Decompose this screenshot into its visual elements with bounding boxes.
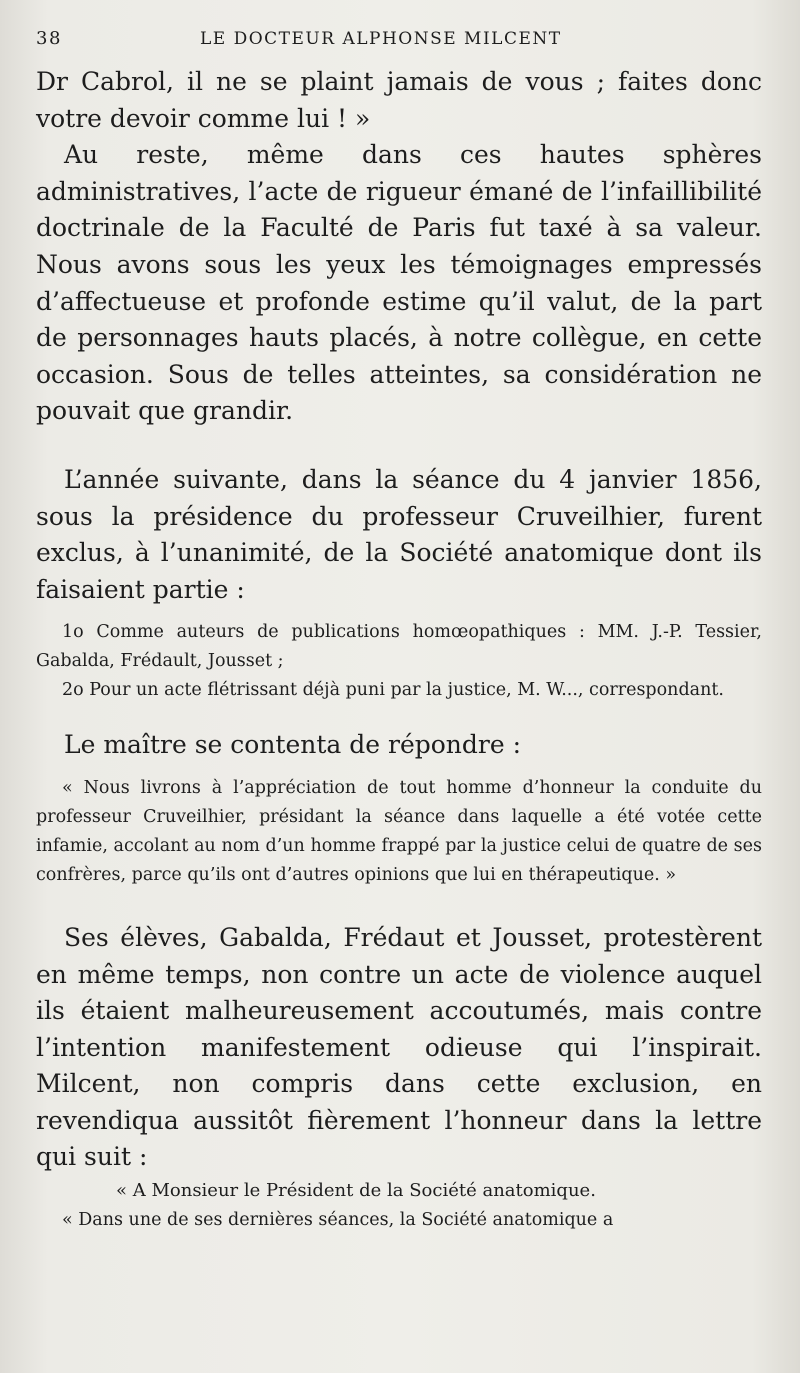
list-item-homeopathic-authors: 1o Comme auteurs de publications homœopathiques : MM. J.-P. Tessier, Gabalda, Frédault, Jousset ; [36, 622, 762, 672]
letter-salutation: « A Monsieur le Président de la Société anatomique. [116, 1180, 596, 1202]
paragraph-exclusion: L’année suivante, dans la séance du 4 janvier 1856, sous la présidence du professeur Cruveilhier, furent exclus, à l’unanimité, de la Société anatomique dont ils faisaient partie : [36, 464, 762, 604]
paragraph-students-protest: Ses élèves, Gabalda, Frédaut et Jousset, protestèrent en même temps, non contre un acte de violence auquel ils étaient malheureusement accoutumés, mais contre l’intention manifestement odieuse qui l’inspirait. Milcent, non compris dans cette exclusion, en revendiqua aussitôt fièrement l’honneur dans la lettre qui suit : [36, 922, 762, 1172]
letter-opening-line: « Dans une de ses dernières séances, la Société anatomique a [62, 1210, 614, 1231]
paragraph-administrative-spheres: Au reste, même dans ces hautes sphères administratives, l’acte de rigueur émané de l’infaillibilité doctrinale de la Faculté de Paris fut taxé à sa valeur. Nous avons sous les yeux les témoignages empressés d’affectueuse et profonde estime qu’il valut, de la part de personnages hauts placés, à notre collègue, en cette occasion. Sous de telles atteintes, sa considération ne pouvait que grandir. [36, 140, 762, 426]
paragraph-master-response: Le maître se contenta de répondre : [64, 730, 522, 760]
running-header [36, 28, 762, 64]
quote-master-reply: « Nous livrons à l’appréciation de tout homme d’honneur la conduite du professeur Cruveilhier, présidant la séance dans laquelle a été votée cette infamie, accolant au nom d’un homme frappé par la justice celui de quatre de ses confrères, parce qu’ils ont d’autres opinions que lui en thérapeutique. » [36, 777, 762, 885]
list-item-correspondent: 2o Pour un acte flétrissant déjà puni par la justice, M. W..., correspondant. [62, 680, 724, 701]
paragraph-letter-end: Dr Cabrol, il ne se plaint jamais de vous ; faites donc votre devoir comme lui ! » [36, 67, 762, 133]
running-title: LE DOCTEUR ALPHONSE MILCENT [200, 29, 562, 49]
page-number: 38 [36, 28, 62, 49]
